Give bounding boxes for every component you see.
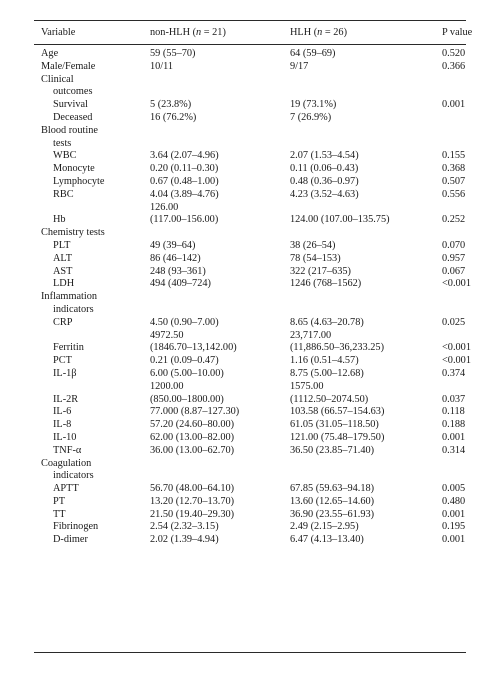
table-body [0, 48, 499, 547]
cell-hlh: 61.05 (31.05–118.50) [290, 419, 379, 431]
table-top-rule [34, 20, 466, 21]
cell-p-value: 0.001 [442, 99, 466, 111]
cell-p-value: 0.070 [442, 239, 466, 251]
cell-p-value: 0.037 [442, 393, 466, 405]
cell-p-value: 0.001 [442, 534, 466, 546]
table-row [0, 509, 499, 522]
cell-non-hlh: 4972.50 [150, 329, 184, 341]
cell-hlh: 322 (217–635) [290, 265, 351, 277]
table-row [0, 214, 499, 227]
row-label: tests [53, 137, 72, 149]
cell-non-hlh: 248 (93–361) [150, 265, 206, 277]
cell-p-value: 0.118 [442, 406, 465, 418]
row-label: TT [53, 508, 66, 520]
cell-non-hlh: 1200.00 [150, 380, 184, 392]
table-row [0, 112, 499, 125]
cell-p-value: 0.314 [442, 444, 466, 456]
row-label: D-dimer [53, 534, 88, 546]
cell-non-hlh: 5 (23.8%) [150, 99, 192, 111]
cell-non-hlh: 3.64 (2.07–4.96) [150, 150, 219, 162]
cell-p-value: 0.480 [442, 495, 466, 507]
table-row [0, 291, 499, 304]
cell-p-value: 0.025 [442, 316, 466, 328]
row-label: Monocyte [53, 163, 95, 175]
cell-hlh: (11,886.50–36,233.25) [290, 342, 384, 354]
cell-non-hlh: 59 (55–70) [150, 48, 196, 59]
cell-non-hlh: 36.00 (13.00–62.70) [150, 444, 235, 456]
row-label: Ferritin [53, 342, 84, 354]
cell-p-value: 0.005 [442, 483, 466, 495]
cell-hlh: 7 (26.9%) [290, 111, 332, 123]
table-row [0, 406, 499, 419]
row-label: indicators [53, 303, 94, 315]
table-row [0, 61, 499, 74]
cell-hlh: 36.50 (23.85–71.40) [290, 444, 375, 456]
table-row [0, 150, 499, 163]
table-row [0, 304, 499, 317]
cell-hlh: 36.90 (23.55–61.93) [290, 508, 375, 520]
table-header-rule [34, 44, 466, 45]
cell-p-value: 0.520 [442, 48, 466, 59]
cell-non-hlh: 6.00 (5.00–10.00) [150, 367, 224, 379]
cell-non-hlh: 4.50 (0.90–7.00) [150, 316, 219, 328]
row-label: LDH [53, 278, 75, 290]
cell-non-hlh: 2.54 (2.32–3.15) [150, 521, 219, 533]
table-row [0, 496, 499, 509]
row-label: Hb [53, 214, 66, 226]
row-label: APTT [53, 483, 79, 495]
table-row [0, 202, 499, 215]
cell-hlh: 8.75 (5.00–12.68) [290, 367, 364, 379]
cell-p-value: 0.368 [442, 163, 466, 175]
row-label: IL-8 [53, 419, 72, 431]
table-row [0, 86, 499, 99]
row-label: WBC [53, 150, 77, 162]
cell-non-hlh: 62.00 (13.00–82.00) [150, 431, 235, 443]
header-non-hlh: non-HLH (n = 21) [150, 27, 226, 38]
cell-p-value: <0.001 [442, 278, 471, 290]
cell-non-hlh: 21.50 (19.40–29.30) [150, 508, 235, 520]
cell-hlh: 0.48 (0.36–0.97) [290, 175, 359, 187]
cell-hlh: 2.07 (1.53–4.54) [290, 150, 359, 162]
cell-hlh: 6.47 (4.13–13.40) [290, 534, 364, 546]
table-row [0, 381, 499, 394]
cell-hlh: 9/17 [290, 60, 309, 72]
cell-non-hlh: 77.000 (8.87–127.30) [150, 406, 240, 418]
cell-p-value: 0.366 [442, 60, 466, 72]
cell-non-hlh: (1846.70–13,142.00) [150, 342, 237, 354]
header-variable: Variable [41, 27, 76, 38]
row-label: Lymphocyte [53, 175, 105, 187]
cell-hlh: 38 (26–54) [290, 239, 336, 251]
row-label: Coagulation [41, 457, 92, 469]
row-label: Male/Female [41, 60, 96, 72]
cell-hlh: 121.00 (75.48–179.50) [290, 431, 385, 443]
cell-non-hlh: 2.02 (1.39–4.94) [150, 534, 219, 546]
cell-p-value: 0.252 [442, 214, 466, 226]
cell-p-value: 0.155 [442, 150, 466, 162]
table-row [0, 138, 499, 151]
row-label: PLT [53, 239, 71, 251]
cell-non-hlh: 0.20 (0.11–0.30) [150, 163, 219, 175]
cell-p-value: 0.195 [442, 521, 466, 533]
cell-p-value: 0.957 [442, 252, 466, 264]
row-label: outcomes [53, 86, 93, 98]
row-label: PCT [53, 355, 72, 367]
table-row [0, 74, 499, 87]
cell-hlh: 0.11 (0.06–0.43) [290, 163, 359, 175]
row-label: Clinical [41, 73, 74, 85]
table-row [0, 394, 499, 407]
row-label: Age [41, 48, 59, 59]
cell-non-hlh: 126.00 [150, 201, 179, 213]
table-row [0, 470, 499, 483]
row-label: AST [53, 265, 73, 277]
cell-p-value: 0.067 [442, 265, 466, 277]
cell-hlh: 103.58 (66.57–154.63) [290, 406, 385, 418]
table-row [0, 240, 499, 253]
table-row [0, 278, 499, 291]
table-row [0, 368, 499, 381]
table-row [0, 458, 499, 471]
row-label: Fibrinogen [53, 521, 99, 533]
cell-non-hlh: 0.21 (0.09–0.47) [150, 355, 219, 367]
cell-p-value: 0.507 [442, 175, 466, 187]
row-label: ALT [53, 252, 73, 264]
table-row [0, 355, 499, 368]
table-row [0, 432, 499, 445]
table-row [0, 342, 499, 355]
cell-non-hlh: 86 (46–142) [150, 252, 201, 264]
row-label: IL-2R [53, 393, 79, 405]
cell-non-hlh: 0.67 (0.48–1.00) [150, 175, 219, 187]
cell-hlh: 2.49 (2.15–2.95) [290, 521, 359, 533]
table-row [0, 266, 499, 279]
table-row [0, 483, 499, 496]
cell-p-value: <0.001 [442, 342, 471, 354]
row-label: RBC [53, 188, 74, 200]
cell-hlh: 78 (54–153) [290, 252, 341, 264]
cell-non-hlh: 13.20 (12.70–13.70) [150, 495, 235, 507]
cell-p-value: 0.188 [442, 419, 466, 431]
header-hlh: HLH (n = 26) [290, 27, 348, 38]
row-label: Deceased [53, 111, 93, 123]
cell-non-hlh: 57.20 (24.60–80.00) [150, 419, 235, 431]
table-row [0, 521, 499, 534]
table-row [0, 99, 499, 112]
table-row [0, 189, 499, 202]
table-row [0, 317, 499, 330]
cell-p-value: 0.001 [442, 431, 466, 443]
table-row [0, 176, 499, 189]
cell-hlh: 4.23 (3.52–4.63) [290, 188, 359, 200]
cell-p-value: <0.001 [442, 355, 471, 367]
cell-hlh: 124.00 (107.00–135.75) [290, 214, 390, 226]
header-p-value: P value [442, 27, 473, 38]
row-label: IL-10 [53, 431, 77, 443]
table-row [0, 253, 499, 266]
table-row [0, 163, 499, 176]
row-label: IL-6 [53, 406, 72, 418]
table-row [0, 534, 499, 547]
cell-hlh: 1575.00 [290, 380, 324, 392]
cell-p-value: 0.001 [442, 508, 466, 520]
cell-p-value: 0.374 [442, 367, 466, 379]
cell-non-hlh: 4.04 (3.89–4.76) [150, 188, 219, 200]
row-label: TNF-α [53, 444, 82, 456]
table-row [0, 125, 499, 138]
row-label: Blood routine [41, 124, 98, 136]
cell-non-hlh: 494 (409–724) [150, 278, 211, 290]
row-label: PT [53, 495, 66, 507]
cell-non-hlh: 10/11 [150, 60, 174, 72]
table-row [0, 445, 499, 458]
row-label: CRP [53, 316, 73, 328]
cell-hlh: 23,717.00 [290, 329, 332, 341]
table-row [0, 227, 499, 240]
cell-hlh: 1246 (768–1562) [290, 278, 362, 290]
table-row [0, 48, 499, 61]
table-row [0, 330, 499, 343]
cell-non-hlh: 16 (76.2%) [150, 111, 197, 123]
cell-non-hlh: (850.00–1800.00) [150, 393, 224, 405]
cell-hlh: 67.85 (59.63–94.18) [290, 483, 375, 495]
table-row [0, 419, 499, 432]
row-label: IL-1β [53, 367, 77, 379]
row-label: indicators [53, 470, 94, 482]
row-label: Survival [53, 99, 88, 111]
cell-non-hlh: (117.00–156.00) [150, 214, 219, 226]
cell-p-value: 0.556 [442, 188, 466, 200]
cell-hlh: 64 (59–69) [290, 48, 336, 59]
cell-hlh: 13.60 (12.65–14.60) [290, 495, 375, 507]
cell-non-hlh: 56.70 (48.00–64.10) [150, 483, 235, 495]
row-label: Inflammation [41, 291, 98, 303]
cell-hlh: 19 (73.1%) [290, 99, 337, 111]
row-label: Chemistry tests [41, 227, 105, 239]
cell-hlh: 1.16 (0.51–4.57) [290, 355, 359, 367]
cell-hlh: (1112.50–2074.50) [290, 393, 369, 405]
table-bottom-rule [34, 652, 466, 653]
cell-hlh: 8.65 (4.63–20.78) [290, 316, 364, 328]
cell-non-hlh: 49 (39–64) [150, 239, 196, 251]
